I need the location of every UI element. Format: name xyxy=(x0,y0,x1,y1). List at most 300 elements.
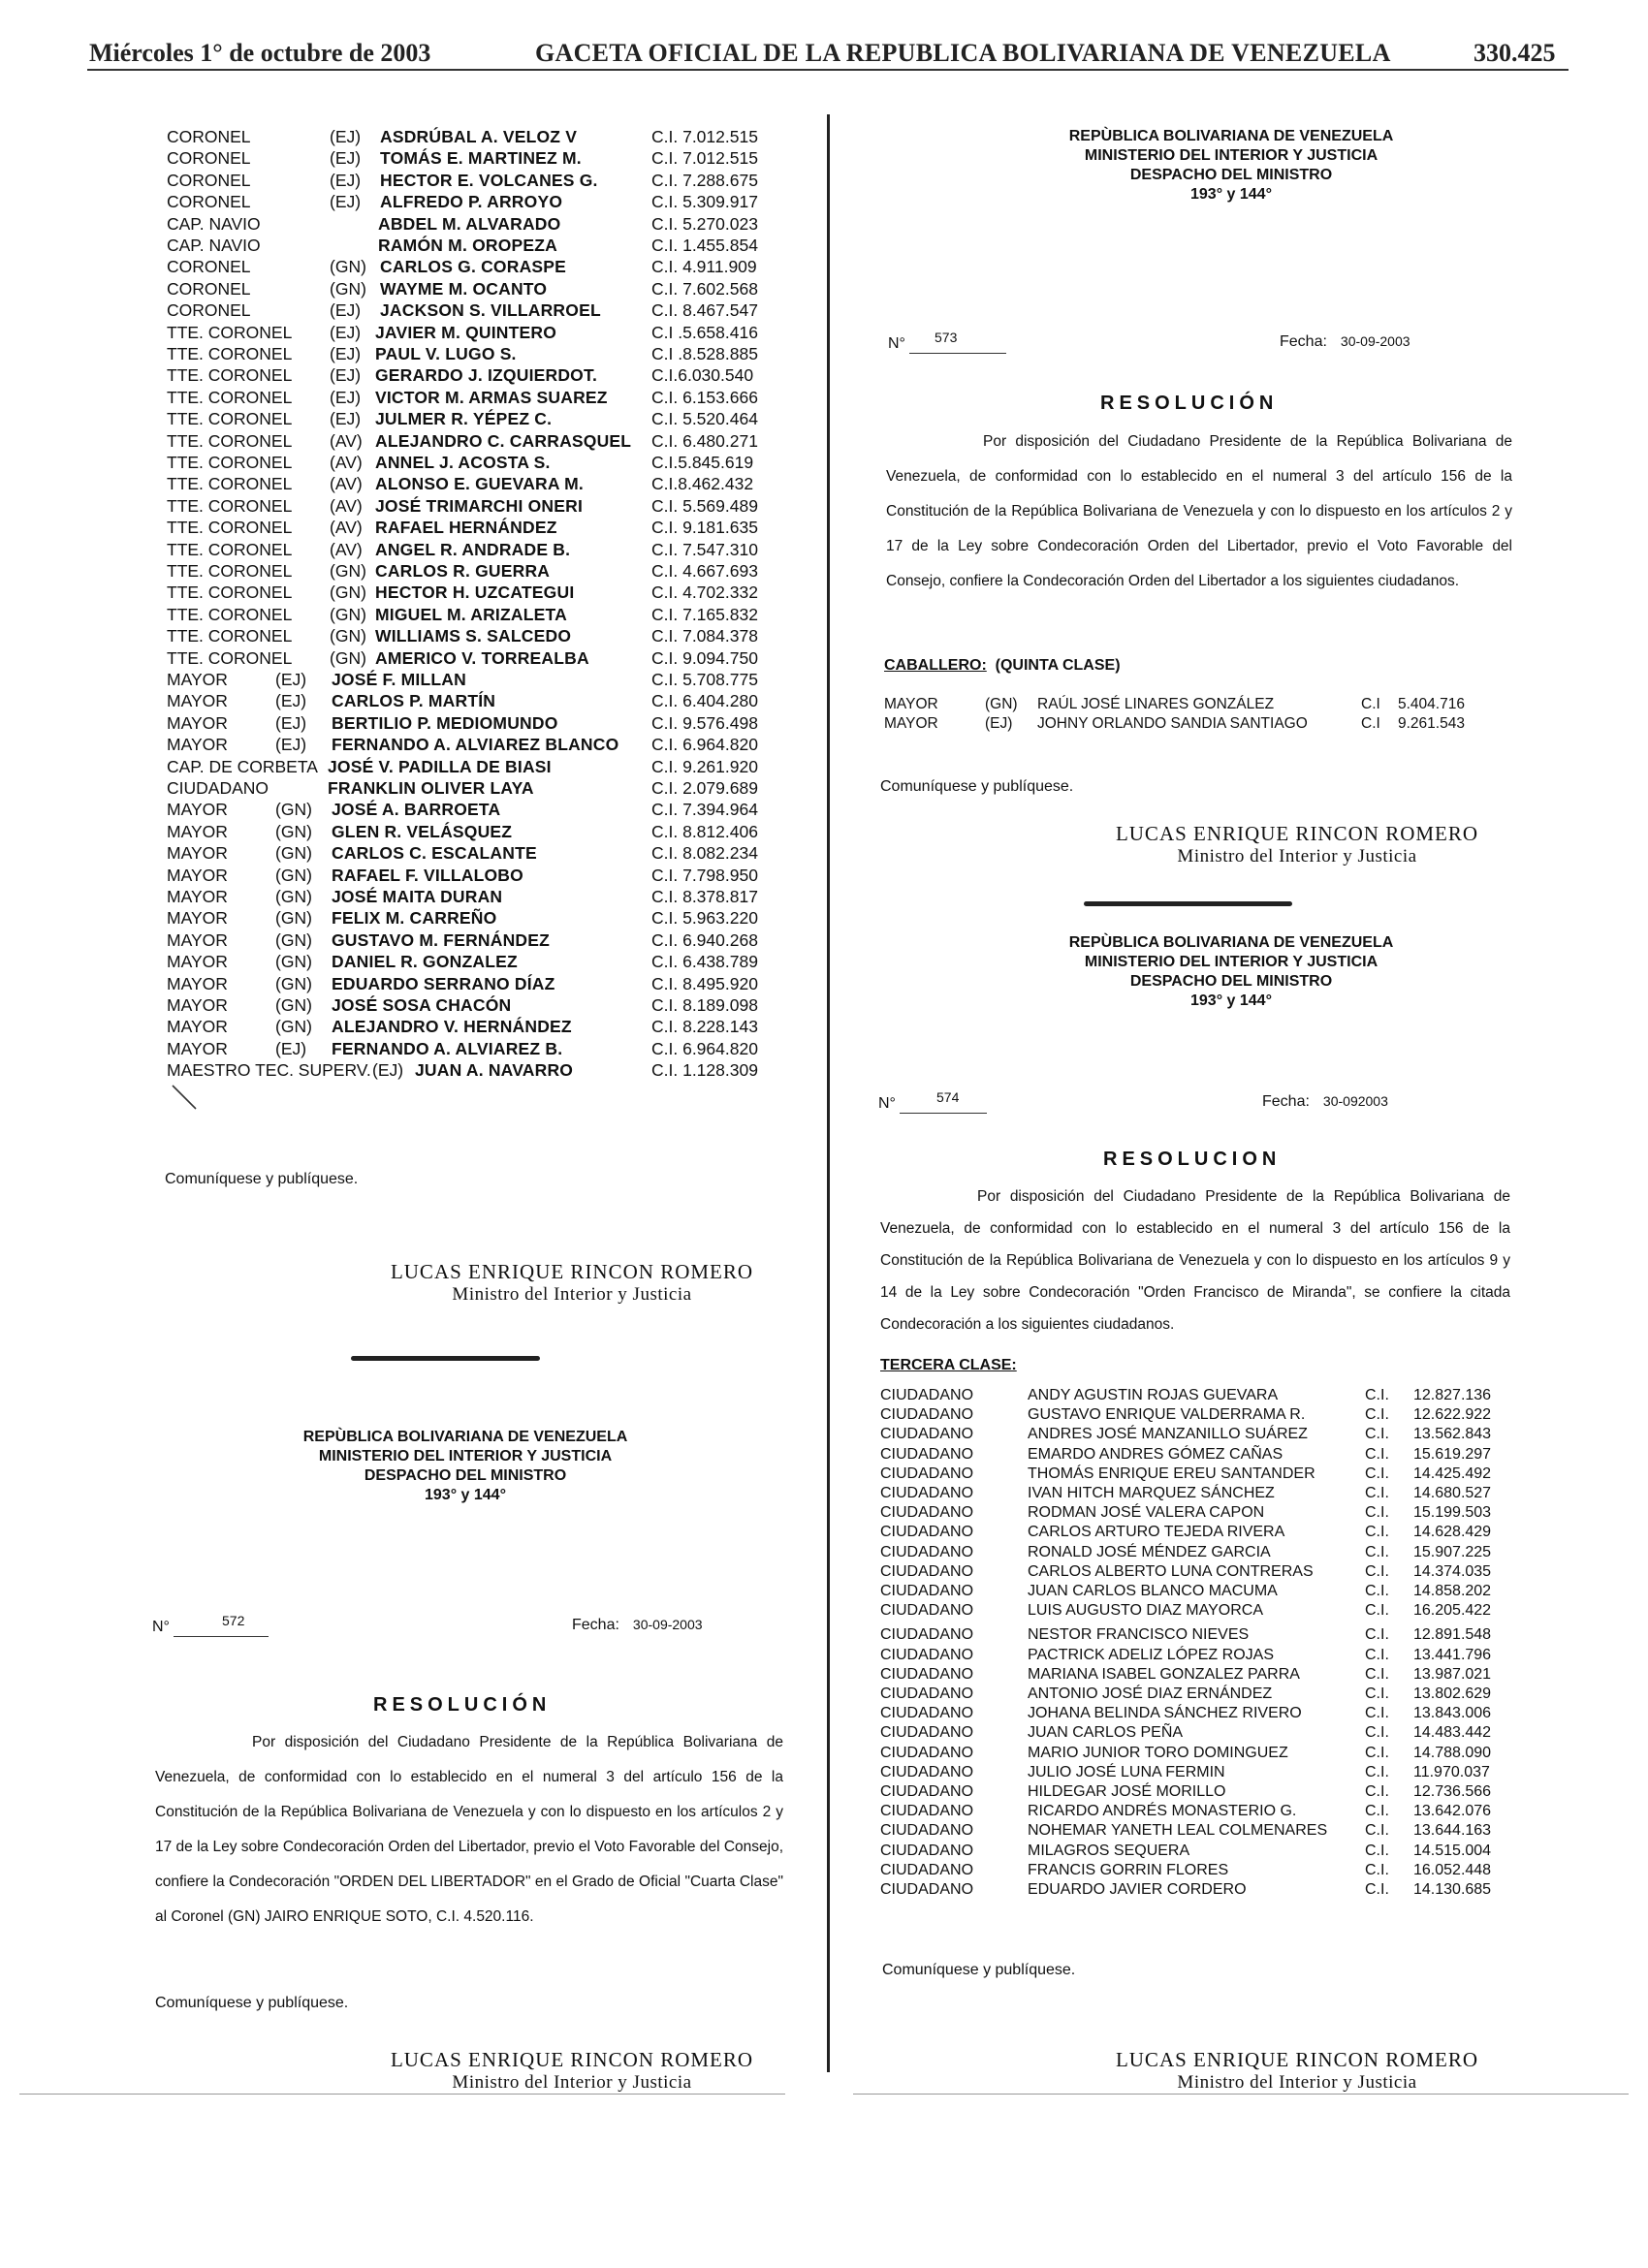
awardee-title: CIUDADANO xyxy=(880,1803,974,1820)
class-heading-573 xyxy=(884,657,1121,675)
ministry-line-4: 193° y 144° xyxy=(1190,186,1272,203)
awardee-ci: 14.374.035 xyxy=(1413,1562,1492,1580)
officer-name: GLEN R. VELÁSQUEZ xyxy=(332,821,513,841)
number-label: N° xyxy=(888,335,905,352)
officer-name: JULMER R. YÉPEZ C. xyxy=(375,409,553,429)
officer-name: GERARDO J. IZQUIERDOT. xyxy=(375,365,598,386)
awardee-name: ANDY AGUSTIN ROJAS GUEVARA xyxy=(1028,1387,1279,1403)
officer-rank: CORONEL xyxy=(167,278,251,299)
resolution-body-574 xyxy=(880,1181,1510,1340)
officer-ci: C.I. 6.153.666 xyxy=(651,387,758,407)
number-underline xyxy=(900,1113,987,1114)
awardee-name: JULIO JOSÉ LUNA FERMIN xyxy=(1028,1763,1225,1780)
officer-ci: C.I. 5.569.489 xyxy=(651,495,758,516)
awardee-ci-label: C.I xyxy=(1361,696,1380,712)
officer-ci: C.I.6.030.540 xyxy=(651,365,754,386)
awardee-name: ANTONIO JOSÉ DIAZ ERNÁNDEZ xyxy=(1028,1685,1273,1702)
awardee-ci: 13.441.796 xyxy=(1413,1646,1492,1663)
awardee-ci: 14.130.685 xyxy=(1413,1881,1492,1898)
header-date: Miércoles 1° de octubre de 2003 xyxy=(89,39,431,67)
officer-ci: C.I. 7.165.832 xyxy=(651,604,758,624)
officer-branch: (AV) xyxy=(330,430,363,451)
signature-title: Ministro del Interior y Justicia xyxy=(452,1284,692,1305)
officer-rank: MAESTRO TEC. SUPERV. xyxy=(167,1060,371,1081)
officer-ci: C.I. 8.495.920 xyxy=(651,973,758,993)
pen-stroke-mark xyxy=(171,1084,200,1113)
officer-ci: C.I. 6.964.820 xyxy=(651,735,758,755)
awardee-title: CIUDADANO xyxy=(880,1744,974,1761)
awardee-name: JUAN CARLOS BLANCO MACUMA xyxy=(1028,1583,1278,1599)
awardee-ci-label: C.I. xyxy=(1365,1842,1389,1859)
awardee-name: MARIO JUNIOR TORO DOMINGUEZ xyxy=(1028,1744,1288,1761)
awardee-name: LUIS AUGUSTO DIAZ MAYORCA xyxy=(1028,1602,1264,1620)
officer-ci: C.I. 1.128.309 xyxy=(651,1060,758,1081)
officer-rank: MAYOR xyxy=(167,1038,228,1058)
officer-rank: CAP. NAVIO xyxy=(167,213,261,234)
officer-ci: C.I. 7.547.310 xyxy=(651,539,758,559)
officer-branch: (AV) xyxy=(330,474,363,494)
awardee-ci: 12.622.922 xyxy=(1413,1406,1492,1424)
officer-rank: CORONEL xyxy=(167,257,251,277)
officer-ci: C.I. 7.084.378 xyxy=(651,626,758,646)
officer-branch: (GN) xyxy=(275,929,312,950)
awardee-ci: 16.052.448 xyxy=(1413,1861,1492,1878)
awardee-name: RAÚL JOSÉ LINARES GONZÁLEZ xyxy=(1037,696,1275,712)
class-label: TERCERA CLASE: xyxy=(880,1357,1017,1373)
awardee-name: RONALD JOSÉ MÉNDEZ GARCIA xyxy=(1028,1543,1271,1560)
officer-ci: C.I. 5.963.220 xyxy=(651,908,758,929)
officer-branch: (EJ) xyxy=(330,409,362,429)
class-label: CABALLERO: xyxy=(884,657,987,674)
awardee-name: IVAN HITCH MARQUEZ SÁNCHEZ xyxy=(1028,1485,1275,1501)
awardee-name: EDUARDO JAVIER CORDERO xyxy=(1028,1881,1247,1898)
awardee-ci-label: C.I. xyxy=(1365,1445,1389,1463)
footer-rule-right xyxy=(853,2094,1629,2095)
officer-rank: TTE. CORONEL xyxy=(167,474,293,494)
officer-name: ALFREDO P. ARROYO xyxy=(380,192,563,212)
awardee-ci-label: C.I. xyxy=(1365,1822,1389,1840)
officer-branch: (AV) xyxy=(330,453,363,472)
resolution-date-574 xyxy=(1262,1093,1388,1111)
officer-name: FERNANDO A. ALVIAREZ BLANCO xyxy=(332,735,619,755)
signature-block-572 xyxy=(368,2048,776,2094)
officer-ci: C.I. 9.094.750 xyxy=(651,647,758,668)
officer-branch: (EJ) xyxy=(275,691,307,711)
officer-rank: CORONEL xyxy=(167,300,251,321)
ministry-line-1: REPÙBLICA BOLIVARIANA DE VENEZUELA xyxy=(302,1429,628,1445)
awardee-title: CIUDADANO xyxy=(880,1822,974,1840)
awardee-name: JOHNY ORLANDO SANDIA SANTIAGO xyxy=(1037,715,1308,732)
officer-name: JOSÉ F. MILLAN xyxy=(332,670,466,689)
officer-rank: TTE. CORONEL xyxy=(167,647,293,668)
officer-branch: (EJ) xyxy=(330,148,362,169)
officer-branch: (EJ) xyxy=(372,1060,404,1081)
officer-ci: C.I. 7.394.964 xyxy=(651,800,758,820)
awardee-ci: 14.628.429 xyxy=(1413,1524,1492,1541)
officer-branch: (GN) xyxy=(275,952,312,972)
awardee-title: CIUDADANO xyxy=(880,1524,974,1541)
number-value: 574 xyxy=(936,1089,960,1105)
officer-name: ANNEL J. ACOSTA S. xyxy=(375,453,551,472)
awardee-title: CIUDADANO xyxy=(880,1783,974,1800)
awardee-rank: MAYOR xyxy=(884,715,938,732)
signature-name: LUCAS ENRIQUE RINCON ROMERO xyxy=(390,1260,754,1283)
officer-name: ASDRÚBAL A. VELOZ V xyxy=(380,127,578,146)
comuniquese-574: Comuníquese y publíquese. xyxy=(882,1962,1076,1978)
awardee-ci: 14.425.492 xyxy=(1413,1465,1492,1482)
officer-branch: (GN) xyxy=(275,908,312,929)
officer-rank: MAYOR xyxy=(167,712,228,733)
officer-ci: C.I. 4.667.693 xyxy=(651,561,758,581)
officer-rank: MAYOR xyxy=(167,800,228,820)
number-label: N° xyxy=(878,1095,896,1112)
awardee-ci-label: C.I. xyxy=(1365,1602,1389,1620)
officer-name: VICTOR M. ARMAS SUAREZ xyxy=(375,387,608,407)
signature-block xyxy=(368,1260,776,1306)
officer-rank: MAYOR xyxy=(167,865,228,885)
resolution-text: Por disposición del Ciudadano Presidente de la República Bolivariana de Venezuela, de conformidad con lo establecido en el numeral 3 del artículo 156 de la Constitución de la República Bolivariana de Venezuela y con lo dispuesto en los artículos 9 y 14 de la Ley sobre Condecoración "Orden Francisco de Miranda", se confiere la citada Condecoración a los siguientes ciudadanos. xyxy=(880,1188,1510,1333)
signature-block-574 xyxy=(1084,2048,1510,2094)
officer-ci: C.I. 5.708.775 xyxy=(651,670,758,689)
officer-rank: CORONEL xyxy=(167,170,251,190)
officer-ci: C.I. 5.270.023 xyxy=(651,213,758,234)
awardee-ci-label: C.I. xyxy=(1365,1426,1389,1443)
officer-ci: C.I. 4.702.332 xyxy=(651,583,758,603)
officer-name: ALEJANDRO C. CARRASQUEL xyxy=(375,430,632,451)
ministry-header-574 xyxy=(1008,933,1454,1011)
officer-rank: TTE. CORONEL xyxy=(167,322,293,342)
awardee-ci: 14.788.090 xyxy=(1413,1744,1492,1761)
ministry-line-4: 193° y 144° xyxy=(425,1487,506,1503)
awardee-name: THOMÁS ENRIQUE EREU SANTANDER xyxy=(1028,1465,1315,1482)
officer-ci: C.I. 8.228.143 xyxy=(651,1017,758,1037)
column-divider xyxy=(827,114,830,2072)
officer-branch: (GN) xyxy=(275,800,312,820)
awardee-title: CIUDADANO xyxy=(880,1861,974,1878)
officer-rank: TTE. CORONEL xyxy=(167,387,293,407)
officer-rank: CIUDADANO xyxy=(167,778,269,798)
officer-name: WILLIAMS S. SALCEDO xyxy=(375,626,572,646)
awardee-ci-label: C.I. xyxy=(1365,1646,1389,1663)
officer-rank: TTE. CORONEL xyxy=(167,626,293,646)
section-separator xyxy=(1084,901,1292,906)
awardee-ci-label: C.I. xyxy=(1365,1562,1389,1580)
resolution-body-572 xyxy=(155,1725,783,1935)
awardee-name: CARLOS ALBERTO LUNA CONTRERAS xyxy=(1028,1562,1314,1580)
officer-ci: C.I .5.658.416 xyxy=(651,322,758,342)
officer-name: RAFAEL F. VILLALOBO xyxy=(332,865,523,885)
officer-branch: (EJ) xyxy=(275,735,307,755)
awardee-ci-label: C.I. xyxy=(1365,1861,1389,1878)
officer-name: FELIX M. CARREÑO xyxy=(332,908,497,929)
awardee-title: CIUDADANO xyxy=(880,1705,974,1722)
ministry-line-1: REPÙBLICA BOLIVARIANA DE VENEZUELA xyxy=(1068,934,1394,951)
officer-rank: MAYOR xyxy=(167,929,228,950)
awardee-ci: 13.562.843 xyxy=(1413,1426,1492,1443)
awardee-ci-label: C.I. xyxy=(1365,1524,1389,1541)
officer-rank: CORONEL xyxy=(167,192,251,212)
awardee-title: CIUDADANO xyxy=(880,1881,974,1898)
officer-ci: C.I. 8.082.234 xyxy=(651,843,758,864)
officer-branch: (GN) xyxy=(330,561,366,581)
awardee-ci-label: C.I xyxy=(1361,715,1380,732)
awardee-ci-label: C.I. xyxy=(1365,1665,1389,1683)
resolution-title-574: RESOLUCION xyxy=(1103,1149,1282,1170)
officer-rank: CORONEL xyxy=(167,127,251,146)
officer-rank: MAYOR xyxy=(167,908,228,929)
date-label: Fecha: xyxy=(1280,333,1327,350)
officer-ci: C.I. 7.012.515 xyxy=(651,148,758,169)
officer-branch: (EJ) xyxy=(275,1038,307,1058)
awardee-ci-label: C.I. xyxy=(1365,1465,1389,1482)
officer-branch: (GN) xyxy=(275,887,312,906)
officer-rank: CORONEL xyxy=(167,148,251,169)
officer-branch: (GN) xyxy=(330,583,366,603)
awardee-title: CIUDADANO xyxy=(880,1445,974,1463)
officer-ci: C.I. 6.438.789 xyxy=(651,952,758,972)
officer-name: MIGUEL M. ARIZALETA xyxy=(375,604,567,624)
ministry-line-3: DESPACHO DEL MINISTRO xyxy=(364,1467,567,1484)
officer-rank: MAYOR xyxy=(167,995,228,1015)
officer-rank: MAYOR xyxy=(167,1017,228,1037)
officer-name: JOSÉ A. BARROETA xyxy=(332,800,501,820)
awardee-ci: 13.843.006 xyxy=(1413,1705,1492,1722)
officer-rank: MAYOR xyxy=(167,952,228,972)
awardee-title: CIUDADANO xyxy=(880,1406,974,1424)
officer-ci: C.I. 6.480.271 xyxy=(651,430,758,451)
ministry-line-3: DESPACHO DEL MINISTRO xyxy=(1129,167,1333,183)
officer-branch: (EJ) xyxy=(330,322,362,342)
awardee-ci: 12.736.566 xyxy=(1413,1783,1492,1800)
officer-rank: TTE. CORONEL xyxy=(167,561,293,581)
awardee-ci: 15.907.225 xyxy=(1413,1543,1492,1560)
comuniquese-573: Comuníquese y publíquese. xyxy=(880,778,1074,795)
awardee-ci-label: C.I. xyxy=(1365,1783,1389,1800)
awardee-name: RODMAN JOSÉ VALERA CAPON xyxy=(1028,1504,1265,1522)
awardee-ci: 14.680.527 xyxy=(1413,1485,1492,1501)
officer-rank: MAYOR xyxy=(167,735,228,755)
awardee-name: FRANCIS GORRIN FLORES xyxy=(1028,1861,1229,1878)
awardee-ci-label: C.I. xyxy=(1365,1626,1389,1644)
officer-rank: TTE. CORONEL xyxy=(167,453,293,472)
officer-ci: C.I. 7.288.675 xyxy=(651,170,758,190)
officer-ci: C.I. 5.520.464 xyxy=(651,409,758,429)
number-label: N° xyxy=(152,1619,170,1635)
officer-rank: TTE. CORONEL xyxy=(167,583,293,603)
resolution-text: Por disposición del Ciudadano Presidente de la República Bolivariana de Venezuela, de conformidad con lo establecido en el numeral 3 del artículo 156 de la Constitución de la República Bolivariana de Venezuela y con lo dispuesto en los artículos 2 y 17 de la Ley sobre Condecoración Orden del Libertador, previo el Voto Favorable del Consejo, confiere la Condecoración "ORDEN DEL LIBERTADOR" en el Grado de Oficial "Cuarta Clase" al Coronel (GN) JAIRO ENRIQUE SOTO, C.I. 4.520.116. xyxy=(155,1734,783,1925)
class-name: (QUINTA CLASE) xyxy=(995,657,1121,674)
awardee-title: CIUDADANO xyxy=(880,1665,974,1683)
officer-branch: (EJ) xyxy=(275,712,307,733)
officer-ci: C.I. 6.964.820 xyxy=(651,1038,758,1058)
officer-rank: TTE. CORONEL xyxy=(167,365,293,386)
awardee-ci: 13.802.629 xyxy=(1413,1685,1492,1702)
officer-branch: (EJ) xyxy=(330,192,362,212)
awardee-name: JOHANA BELINDA SÁNCHEZ RIVERO xyxy=(1028,1705,1302,1722)
date-value: 30-09-2003 xyxy=(1340,333,1410,349)
officer-rank: MAYOR xyxy=(167,691,228,711)
officer-rank: TTE. CORONEL xyxy=(167,604,293,624)
officer-rank: TTE. CORONEL xyxy=(167,344,293,363)
officer-branch: (AV) xyxy=(330,539,363,559)
awardee-name: EMARDO ANDRES GÓMEZ CAÑAS xyxy=(1028,1445,1284,1463)
awardee-name: JUAN CARLOS PEÑA xyxy=(1028,1724,1184,1742)
awardee-ci: 12.827.136 xyxy=(1413,1387,1492,1403)
officer-rank: CAP. NAVIO xyxy=(167,236,261,255)
date-value: 30-09-2003 xyxy=(632,1617,703,1632)
awardee-title: CIUDADANO xyxy=(880,1724,974,1742)
date-label: Fecha: xyxy=(1262,1093,1310,1110)
officer-rank: MAYOR xyxy=(167,821,228,841)
ministry-line-1: REPÙBLICA BOLIVARIANA DE VENEZUELA xyxy=(1068,128,1394,144)
header-rule xyxy=(87,69,1569,71)
officer-ci: C.I. 7.602.568 xyxy=(651,278,758,299)
officer-branch: (GN) xyxy=(275,995,312,1015)
awardee-title: CIUDADANO xyxy=(880,1543,974,1560)
officer-name: RAFAEL HERNÁNDEZ xyxy=(375,518,557,538)
number-underline xyxy=(174,1636,269,1637)
awardee-name: GUSTAVO ENRIQUE VALDERRAMA R. xyxy=(1028,1406,1306,1424)
awardee-title: CIUDADANO xyxy=(880,1485,974,1501)
officer-branch: (GN) xyxy=(275,821,312,841)
awardee-ci: 9.261.543 xyxy=(1398,715,1465,732)
awardee-ci: 13.642.076 xyxy=(1413,1803,1492,1820)
officer-rank: TTE. CORONEL xyxy=(167,409,293,429)
footer-rule-left xyxy=(19,2094,785,2095)
awardee-ci: 11.970.037 xyxy=(1413,1763,1490,1780)
signature-title: Ministro del Interior y Justicia xyxy=(1177,846,1417,866)
resolution-title-572: RESOLUCIÓN xyxy=(373,1694,552,1716)
officer-rank: TTE. CORONEL xyxy=(167,430,293,451)
class-heading-574 xyxy=(880,1357,1017,1374)
officer-name: ALONSO E. GUEVARA M. xyxy=(375,474,584,494)
officer-name: JUAN A. NAVARRO xyxy=(415,1060,574,1081)
officer-ci: C.I. 9.261.920 xyxy=(651,756,758,776)
officer-name: JOSÉ MAITA DURAN xyxy=(332,887,503,906)
officer-name: ABDEL M. ALVARADO xyxy=(378,213,561,234)
resolution-date-572 xyxy=(572,1617,703,1634)
awardee-title: CIUDADANO xyxy=(880,1763,974,1780)
awardee-ci-label: C.I. xyxy=(1365,1763,1389,1780)
officer-ci: C.I. 9.576.498 xyxy=(651,712,758,733)
ministry-line-2: MINISTERIO DEL INTERIOR Y JUSTICIA xyxy=(1084,954,1379,970)
signature-name: LUCAS ENRIQUE RINCON ROMERO xyxy=(1115,822,1479,845)
officer-name: HECTOR E. VOLCANES G. xyxy=(380,170,598,190)
officer-branch: (GN) xyxy=(330,278,366,299)
officer-ci: C.I. 6.404.280 xyxy=(651,691,758,711)
officer-ci: C.I. 8.378.817 xyxy=(651,887,758,906)
officer-name: CARLOS G. CORASPE xyxy=(380,257,567,277)
awardee-ci-label: C.I. xyxy=(1365,1583,1389,1599)
signature-title: Ministro del Interior y Justicia xyxy=(1177,2072,1417,2093)
officer-name: AMERICO V. TORREALBA xyxy=(375,647,589,668)
officer-ci: C.I.8.462.432 xyxy=(651,474,754,494)
awardee-ci-label: C.I. xyxy=(1365,1744,1389,1761)
awardee-ci-label: C.I. xyxy=(1365,1406,1389,1424)
awardee-ci: 13.644.163 xyxy=(1413,1822,1492,1840)
officer-name: WAYME M. OCANTO xyxy=(380,278,548,299)
ministry-line-2: MINISTERIO DEL INTERIOR Y JUSTICIA xyxy=(1084,147,1379,164)
officer-name: ANGEL R. ANDRADE B. xyxy=(375,539,571,559)
awardee-name: PACTRICK ADELIZ LÓPEZ ROJAS xyxy=(1028,1646,1274,1663)
awardee-name: RICARDO ANDRÉS MONASTERIO G. xyxy=(1028,1803,1297,1820)
officer-name: JOSÉ V. PADILLA DE BIASI xyxy=(328,756,552,776)
officer-branch: (GN) xyxy=(330,647,366,668)
comuniquese-572: Comuníquese y publíquese. xyxy=(155,1995,349,2011)
resolution-title-573: RESOLUCIÓN xyxy=(1100,393,1279,414)
awardee-rank: MAYOR xyxy=(884,696,938,712)
awardee-name: NESTOR FRANCISCO NIEVES xyxy=(1028,1626,1250,1644)
officer-name: TOMÁS E. MARTINEZ M. xyxy=(380,148,582,169)
signature-name: LUCAS ENRIQUE RINCON ROMERO xyxy=(390,2048,754,2071)
awardee-ci-label: C.I. xyxy=(1365,1543,1389,1560)
officer-ci: C.I. 7.012.515 xyxy=(651,127,758,146)
officer-ci: C.I. 9.181.635 xyxy=(651,518,758,538)
officer-name: HECTOR H. UZCATEGUI xyxy=(375,583,575,603)
awardee-name: NOHEMAR YANETH LEAL COLMENARES xyxy=(1028,1822,1328,1840)
officer-name: FRANKLIN OLIVER LAYA xyxy=(328,778,534,798)
officer-branch: (GN) xyxy=(330,604,366,624)
officer-branch: (AV) xyxy=(330,518,363,538)
number-value: 573 xyxy=(935,330,958,345)
awardee-title: CIUDADANO xyxy=(880,1842,974,1859)
officer-branch: (AV) xyxy=(330,495,363,516)
officer-branch: (EJ) xyxy=(330,300,362,321)
officer-branch: (GN) xyxy=(330,257,366,277)
officer-name: JACKSON S. VILLARROEL xyxy=(380,300,601,321)
awardee-ci-label: C.I. xyxy=(1365,1685,1389,1702)
comuniquese-text: Comuníquese y publíquese. xyxy=(165,1171,359,1187)
officer-rank: TTE. CORONEL xyxy=(167,495,293,516)
officer-branch: (GN) xyxy=(275,843,312,864)
officer-branch: (EJ) xyxy=(275,670,307,689)
officer-rank: MAYOR xyxy=(167,843,228,864)
officer-branch: (GN) xyxy=(275,865,312,885)
officer-ci: C.I. 1.455.854 xyxy=(651,236,758,255)
officer-name: EDUARDO SERRANO DÍAZ xyxy=(332,973,555,993)
date-label: Fecha: xyxy=(572,1617,619,1633)
number-value: 572 xyxy=(222,1613,245,1628)
officer-name: CARLOS P. MARTÍN xyxy=(332,691,496,711)
officer-name: JOSÉ TRIMARCHI ONERI xyxy=(375,495,584,516)
awardee-ci: 12.891.548 xyxy=(1413,1626,1492,1644)
officer-rank: MAYOR xyxy=(167,670,228,689)
officer-branch: (GN) xyxy=(275,973,312,993)
signature-title: Ministro del Interior y Justicia xyxy=(452,2072,692,2093)
officer-name: ALEJANDRO V. HERNÁNDEZ xyxy=(332,1017,572,1037)
awardee-ci: 16.205.422 xyxy=(1413,1602,1492,1620)
awardee-ci-label: C.I. xyxy=(1365,1803,1389,1820)
officer-ci: C.I .8.528.885 xyxy=(651,344,758,363)
officer-branch: (EJ) xyxy=(330,127,362,146)
awardee-ci: 5.404.716 xyxy=(1398,696,1465,712)
awardee-name: MARIANA ISABEL GONZALEZ PARRA xyxy=(1028,1665,1300,1683)
officer-name: CARLOS R. GUERRA xyxy=(375,561,551,581)
awardee-ci-label: C.I. xyxy=(1365,1485,1389,1501)
ministry-line-2: MINISTERIO DEL INTERIOR Y JUSTICIA xyxy=(318,1448,613,1465)
awardee-ci: 14.483.442 xyxy=(1413,1724,1492,1742)
ministry-header-572 xyxy=(242,1428,688,1505)
awardee-branch: (GN) xyxy=(985,696,1018,712)
awardee-name: CARLOS ARTURO TEJEDA RIVERA xyxy=(1028,1524,1285,1541)
awardee-name: HILDEGAR JOSÉ MORILLO xyxy=(1028,1783,1226,1800)
awardee-ci-label: C.I. xyxy=(1365,1387,1389,1403)
awardee-title: CIUDADANO xyxy=(880,1562,974,1580)
officer-rank: MAYOR xyxy=(167,887,228,906)
header-gazette-title: GACETA OFICIAL DE LA REPUBLICA BOLIVARIANA DE VENEZUELA xyxy=(535,39,1391,67)
officer-name: JAVIER M. QUINTERO xyxy=(375,322,557,342)
awardee-ci-label: C.I. xyxy=(1365,1504,1389,1522)
